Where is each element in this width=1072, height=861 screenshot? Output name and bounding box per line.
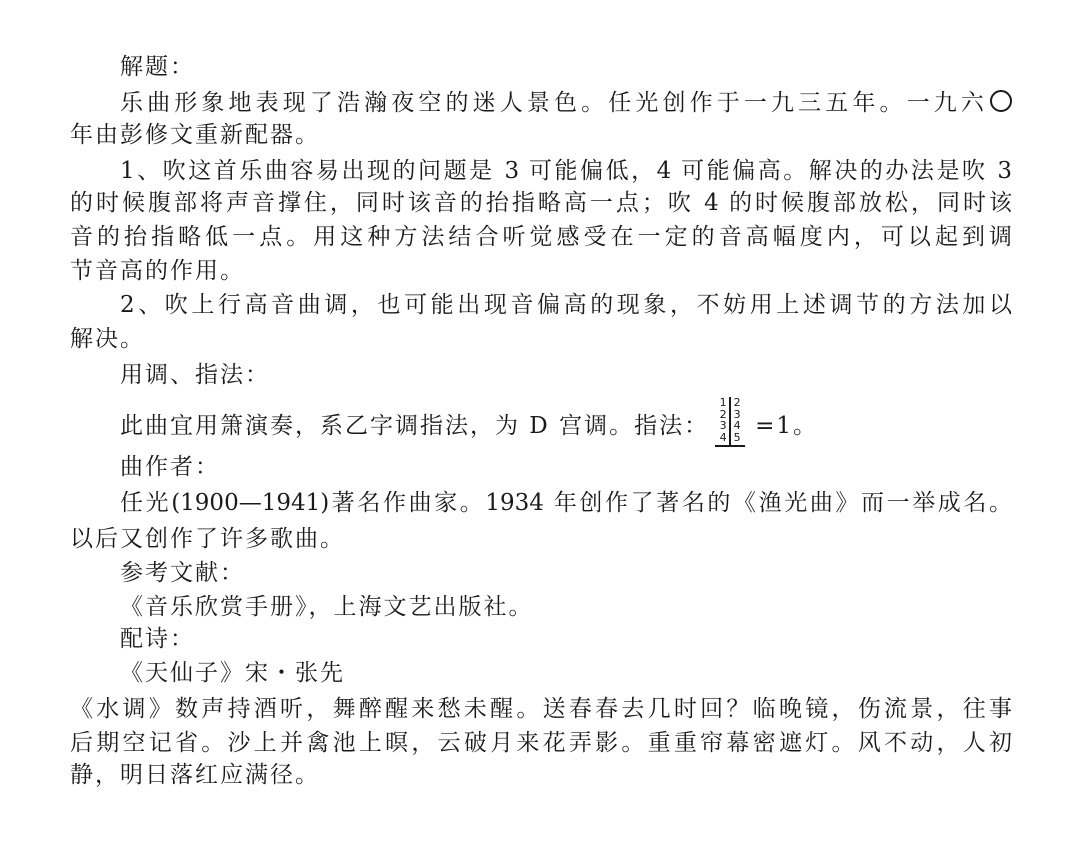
jieti-paragraph-1-line-1: [120, 88, 1012, 118]
poem-title: 《天仙子》宋・张先: [120, 660, 345, 686]
peishi-heading: 配诗：: [120, 626, 195, 652]
fingering-left-3: 3: [719, 419, 727, 432]
zuozhe-line-2: 以后又创作了许多歌曲。: [70, 526, 345, 552]
fingering-diagram: [715, 397, 745, 449]
fingering-left-1: 1: [719, 396, 727, 409]
fingering-equals: =1。: [755, 412, 818, 439]
poem-line-3: 静，明日落红应满径。: [70, 762, 320, 788]
jieti-paragraph-3-line-1: 2、吹上行高音曲调，也可能出现音偏高的现象，不妨用上述调节的方法加以: [120, 292, 1012, 318]
jieti-paragraph-1-line-2: 年由彭修文重新配器。: [70, 122, 320, 148]
fingering-right-5: 5: [733, 430, 741, 444]
zuozhe-heading: 曲作者：: [120, 454, 220, 480]
jieti-heading: 解题：: [120, 54, 195, 80]
fingering-left-2: 2: [719, 407, 727, 421]
zero-circle-mark: [990, 90, 1012, 112]
fingering-right-column: [731, 397, 743, 443]
yongdiao-text: 此曲宜用箫演奏，系乙字调指法，为 D 宫调。指法：: [120, 412, 710, 439]
cankao-text: 《音乐欣赏手册》，上海文艺出版社。: [120, 594, 534, 620]
fingering-left-4: 4: [719, 430, 727, 444]
jieti-paragraph-3-line-2: 解决。: [70, 326, 145, 352]
jieti-paragraph-2-line-4: 节音高的作用。: [70, 258, 245, 284]
fingering-horizontal-bar: [715, 445, 745, 447]
poem-line-2: 后期空记省。沙上并禽池上暝，云破月来花弄影。重重帘幕密遮灯。风不动，人初: [70, 730, 1012, 756]
jieti-paragraph-2-line-3: 音的抬指略低一点。用这种方法结合听觉感受在一定的音高幅度内，可以起到调: [70, 224, 1012, 250]
jieti-paragraph-2-line-1: 1、吹这首乐曲容易出现的问题是 3 可能偏低，4 可能偏高。解决的办法是吹 3: [120, 158, 1012, 184]
fingering-line: [120, 397, 818, 449]
yongdiao-heading: 用调、指法：: [120, 362, 270, 388]
fingering-right-3: 3: [733, 407, 741, 421]
fingering-left-column: [717, 397, 729, 443]
zuozhe-line-1: 任光(1900—1941)著名作曲家。1934 年创作了著名的《渔光曲》而一举成名。: [120, 490, 1012, 516]
jieti-paragraph-2-line-2: 的时候腹部将声音撑住，同时该音的抬指略高一点；吹 4 的时候腹部放松，同时该: [70, 190, 1012, 216]
cankao-heading: 参考文献：: [120, 560, 245, 586]
jieti-paragraph-1-line-1-text: 乐曲形象地表现了浩瀚夜空的迷人景色。任光创作于一九三五年。一九六: [120, 90, 988, 116]
fingering-right-2: 2: [733, 396, 741, 409]
fingering-right-4: 4: [733, 419, 741, 432]
poem-line-1: 《水调》数声持酒听，舞醉醒来愁未醒。送春春去几时回？临晚镜，伤流景，往事: [70, 696, 1012, 722]
